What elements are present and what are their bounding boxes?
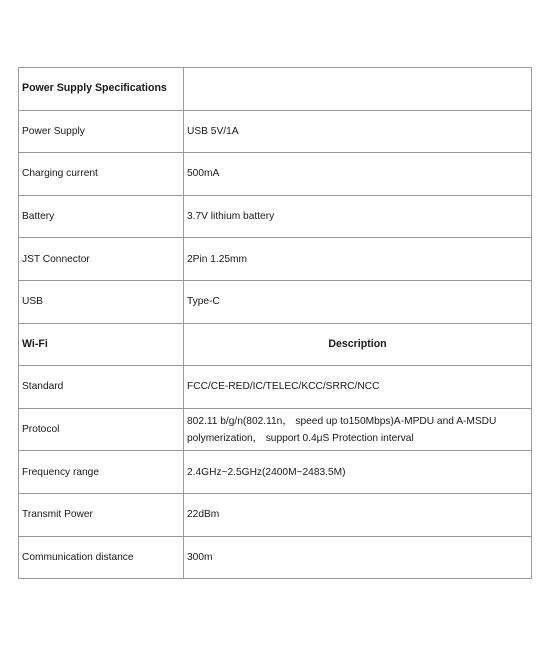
power-section-title: Power Supply Specifications — [19, 68, 184, 111]
row-label: Frequency range — [19, 451, 184, 494]
row-value: 802.11 b/g/n(802.11n， speed up to150Mbps)A-MPDU and A-MSDU polymerization， support 0.4μS Protection interval — [184, 408, 532, 451]
table-row — [19, 195, 532, 238]
row-value: 2.4GHz~2.5GHz(2400M~2483.5M) — [184, 451, 532, 494]
table-row — [19, 280, 532, 323]
row-label: Charging current — [19, 153, 184, 196]
power-section-header — [19, 68, 532, 111]
row-value: FCC/CE-RED/IC/TELEC/KCC/SRRC/NCC — [184, 366, 532, 409]
wifi-section-title: Wi-Fi — [19, 323, 184, 366]
row-value: USB 5V/1A — [184, 110, 532, 153]
row-label: Power Supply — [19, 110, 184, 153]
row-label: Standard — [19, 366, 184, 409]
row-label: Protocol — [19, 408, 184, 451]
table-row — [19, 366, 532, 409]
wifi-section-header — [19, 323, 532, 366]
table-row — [19, 451, 532, 494]
table-row — [19, 493, 532, 536]
table-row — [19, 536, 532, 579]
row-label: Transmit Power — [19, 493, 184, 536]
power-section-header-blank — [184, 68, 532, 111]
table-row — [19, 110, 532, 153]
row-value: Type-C — [184, 280, 532, 323]
row-value: 22dBm — [184, 493, 532, 536]
row-label: Battery — [19, 195, 184, 238]
row-label: Communication distance — [19, 536, 184, 579]
spec-table — [18, 67, 532, 579]
description-header: Description — [184, 323, 532, 366]
table-row — [19, 153, 532, 196]
row-value: 2Pin 1.25mm — [184, 238, 532, 281]
table-row — [19, 238, 532, 281]
row-label: JST Connector — [19, 238, 184, 281]
row-value: 500mA — [184, 153, 532, 196]
row-value: 300m — [184, 536, 532, 579]
row-value: 3.7V lithium battery — [184, 195, 532, 238]
row-label: USB — [19, 280, 184, 323]
table-row — [19, 408, 532, 451]
